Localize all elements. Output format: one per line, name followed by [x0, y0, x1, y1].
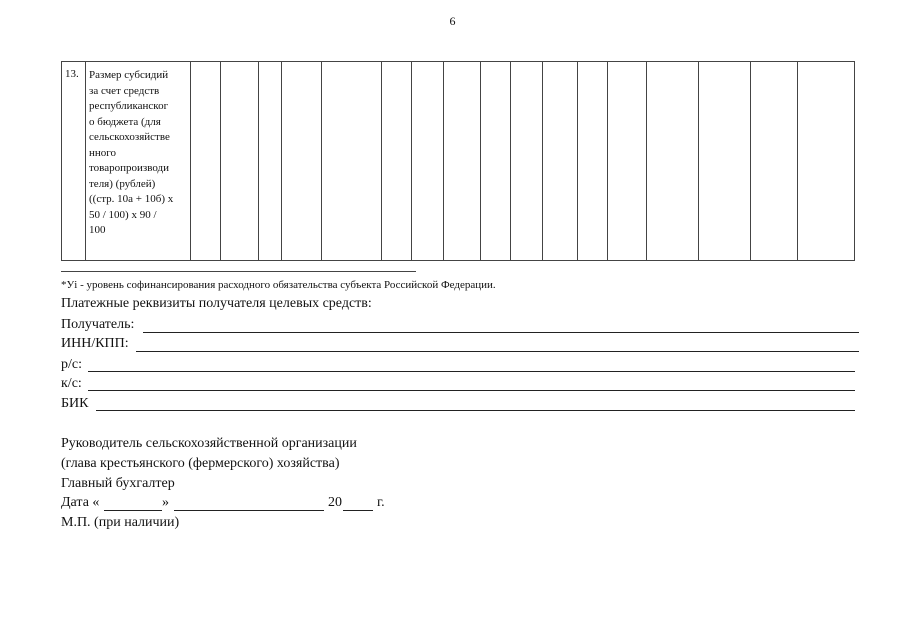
- date-label: Дата «: [61, 495, 100, 510]
- description-line: теля) (рублей): [89, 177, 156, 190]
- table-cell[interactable]: [221, 62, 259, 261]
- table-cell[interactable]: [322, 62, 382, 261]
- table-cell[interactable]: [444, 62, 481, 261]
- table-cell[interactable]: [412, 62, 444, 261]
- description-line: ((стр. 10а + 10б) х: [89, 193, 174, 205]
- requisites-heading: Платежные реквизиты получателя целевых средств:: [61, 296, 372, 311]
- head-title-line2: (глава крестьянского (фермерского) хозяйства): [61, 456, 340, 471]
- table-cell[interactable]: [699, 62, 751, 261]
- year-field[interactable]: [343, 510, 373, 511]
- recipient-label: Получатель:: [61, 317, 135, 332]
- table-cell[interactable]: [282, 62, 322, 261]
- table-cell[interactable]: [647, 62, 699, 261]
- row-number: 13.: [62, 62, 86, 261]
- description-line: за счет средств: [89, 84, 160, 97]
- description-line: 100: [89, 224, 106, 236]
- table-row: [62, 62, 855, 261]
- table-cell[interactable]: [481, 62, 511, 261]
- description-line: Размер субсидий: [89, 69, 169, 81]
- description-line: нного: [89, 146, 117, 159]
- description-line: о бюджета (для: [89, 115, 161, 128]
- rs-field[interactable]: [88, 371, 855, 372]
- description-line: 50 / 100) х 90 /: [89, 208, 157, 221]
- inn-kpp-field[interactable]: [136, 351, 859, 352]
- year-prefix: 20: [328, 495, 342, 510]
- table-cell[interactable]: [259, 62, 282, 261]
- page-number: 6: [449, 14, 456, 28]
- inn-kpp-label: ИНН/КПП:: [61, 336, 129, 351]
- year-suffix: г.: [377, 495, 385, 510]
- table-cell[interactable]: [382, 62, 412, 261]
- ks-field[interactable]: [88, 390, 855, 391]
- ks-label: к/с:: [61, 376, 82, 391]
- table-cell[interactable]: [511, 62, 543, 261]
- footnote-divider: [61, 271, 416, 272]
- table-cell[interactable]: [578, 62, 608, 261]
- stamp-label: М.П. (при наличии): [61, 515, 180, 530]
- table-cell[interactable]: [751, 62, 798, 261]
- description-line: товаропроизводи: [89, 162, 169, 174]
- table-cell[interactable]: [191, 62, 221, 261]
- table-cell[interactable]: [798, 62, 855, 261]
- row-description: [86, 62, 191, 261]
- description-line: сельскохозяйстве: [89, 131, 170, 143]
- table-cell[interactable]: [543, 62, 578, 261]
- table-cell[interactable]: [608, 62, 647, 261]
- subsidy-table: [61, 61, 855, 261]
- chief-accountant-label: Главный бухгалтер: [61, 476, 175, 491]
- bik-label: БИК: [61, 396, 89, 411]
- date-month-field[interactable]: [174, 510, 324, 511]
- bik-field[interactable]: [96, 410, 855, 411]
- description-line: республиканског: [89, 100, 169, 112]
- date-day-field[interactable]: [104, 510, 162, 511]
- footnote: *Уi - уровень софинансирования расходного обязательства субъекта Российской Федерации.: [61, 279, 496, 291]
- date-close-quote: »: [162, 495, 169, 510]
- recipient-field[interactable]: [143, 332, 859, 333]
- head-title-line1: Руководитель сельскохозяйственной организации: [61, 436, 357, 451]
- rs-label: р/с:: [61, 357, 82, 372]
